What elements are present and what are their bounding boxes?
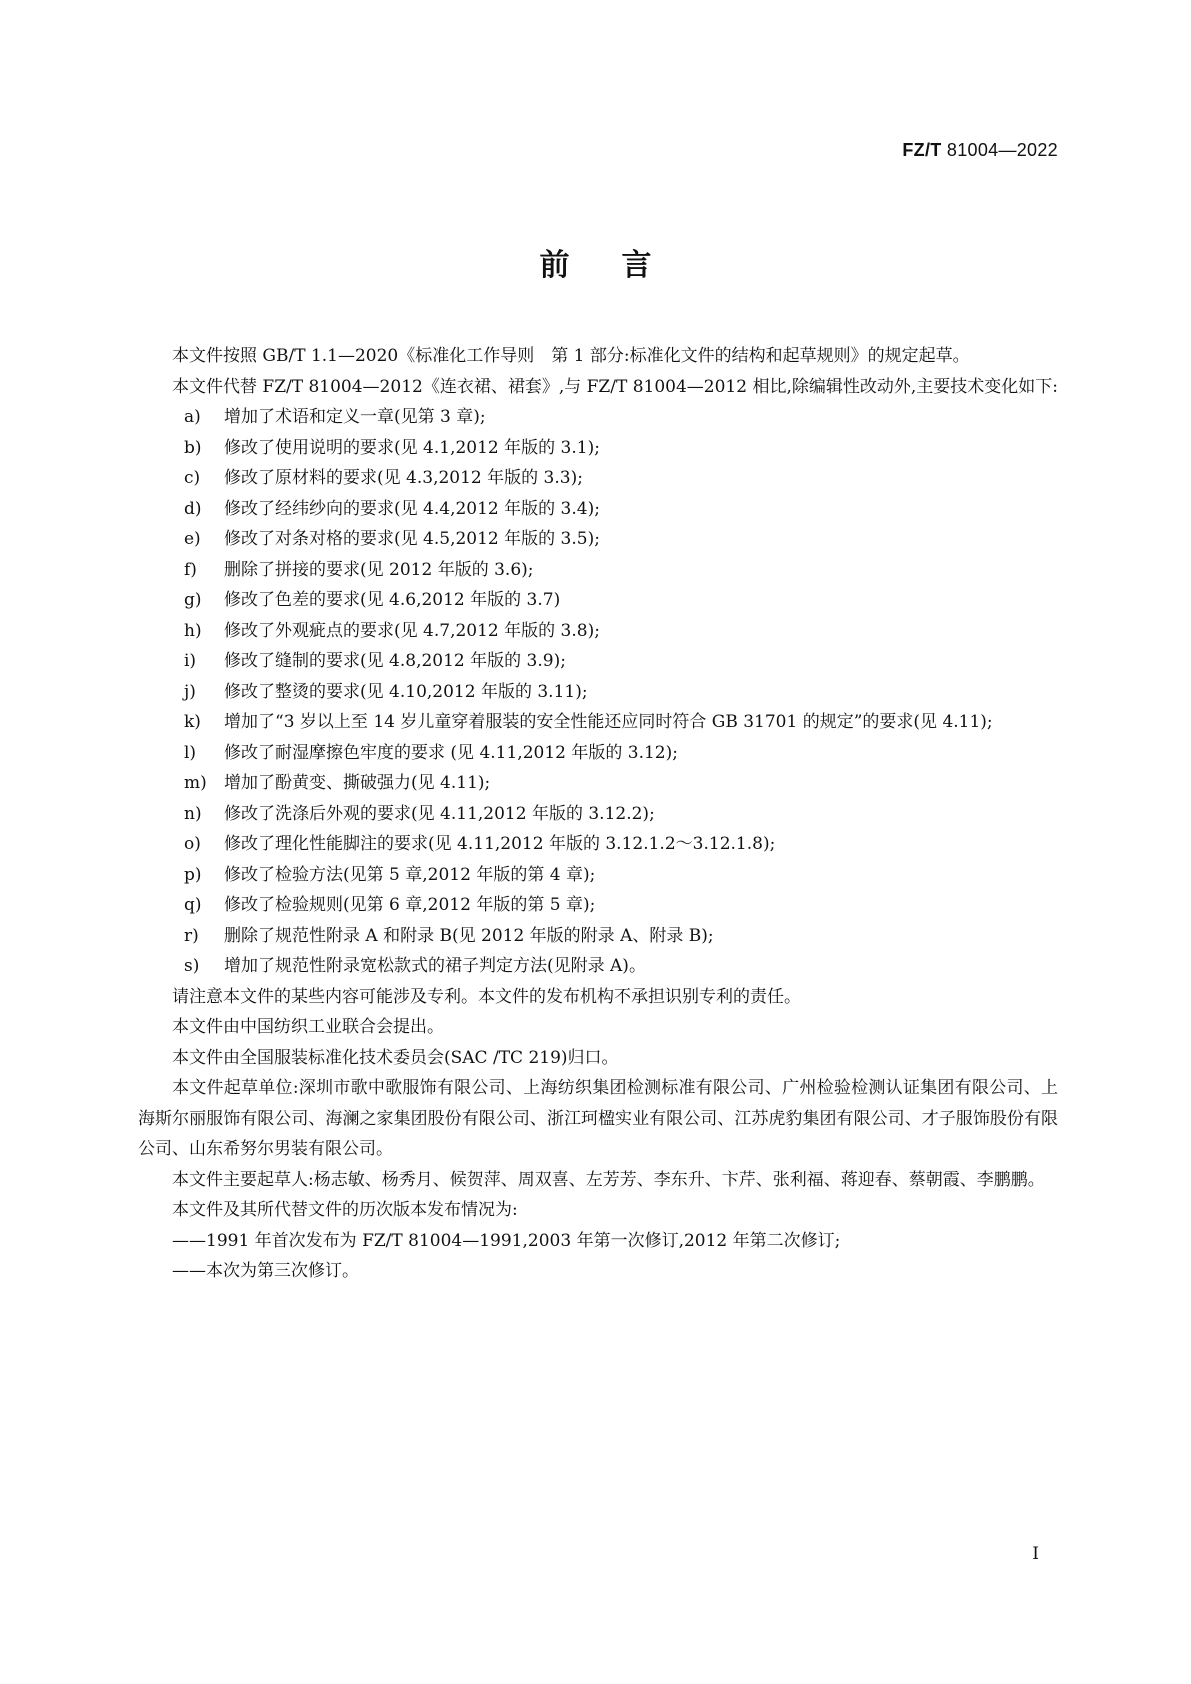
list-marker: g): [184, 590, 202, 610]
list-marker: j): [184, 681, 196, 702]
drafting-units-paragraph: 本文件起草单位:深圳市歌中歌服饰有限公司、上海纺织集团检测标准有限公司、广州检验检测认证集团有限公司、上海斯尔丽服饰有限公司、海澜之家集团股份有限公司、浙江珂楹实业有限公司、江苏虎豹集团有限公司、才子服饰股份有限公司、山东希努尔男装有限公司。: [138, 1078, 1058, 1159]
list-item: [138, 768, 1058, 799]
list-item-text: 修改了理化性能脚注的要求(见 4.11,2012 年版的 3.12.1.2～3.12.1.8);: [224, 834, 776, 854]
list-marker: p): [184, 864, 202, 885]
list-item: [138, 555, 1058, 586]
list-item-text: 修改了检验规则(见第 6 章,2012 年版的第 5 章);: [224, 895, 596, 915]
list-item: [138, 951, 1058, 982]
list-item-text: 修改了耐湿摩擦色牢度的要求 (见 4.11,2012 年版的 3.12);: [224, 742, 678, 763]
list-item-text: 删除了规范性附录 A 和附录 B(见 2012 年版的附录 A、附录 B);: [224, 925, 714, 946]
proposer-paragraph: 本文件由中国纺织工业联合会提出。: [172, 1017, 444, 1037]
intro-paragraph: 本文件代替 FZ/T 81004—2012《连衣裙、裙套》,与 FZ/T 81004—2012 相比,除编辑性改动外,主要技术变化如下:: [172, 376, 1058, 397]
list-item: [138, 585, 1058, 616]
list-item: [138, 677, 1058, 708]
list-item-text: 修改了检验方法(见第 5 章,2012 年版的第 4 章);: [224, 864, 596, 885]
document-code: [902, 140, 1058, 161]
drafters-paragraph: 本文件主要起草人:杨志敏、杨秀月、候贺萍、周双喜、左芳芳、李东升、卞芹、张利福、蒋迎春、蔡朝霞、李鹏鹏。: [172, 1169, 1045, 1190]
document-code-number: 81004—2022: [946, 140, 1058, 160]
list-item: [138, 860, 1058, 891]
list-marker: f): [184, 559, 197, 580]
version-history-heading: 本文件及其所代替文件的历次版本发布情况为:: [172, 1200, 518, 1220]
list-marker: l): [184, 742, 197, 763]
list-marker: e): [184, 529, 201, 549]
list-item: [138, 524, 1058, 555]
list-marker: r): [184, 925, 199, 946]
list-marker: o): [184, 834, 201, 854]
list-item-text: 增加了酚黄变、撕破强力(见 4.11);: [224, 773, 491, 793]
list-item-text: 增加了规范性附录宽松款式的裙子判定方法(见附录 A)。: [224, 956, 646, 976]
list-marker: i): [184, 651, 197, 671]
list-item: [138, 738, 1058, 769]
patent-notice: 请注意本文件的某些内容可能涉及专利。本文件的发布机构不承担识别专利的责任。: [172, 986, 801, 1007]
list-item-text: 删除了拼接的要求(见 2012 年版的 3.6);: [224, 559, 534, 580]
list-item-text: 修改了经纬纱向的要求(见 4.4,2012 年版的 3.4);: [224, 498, 600, 519]
list-item: [138, 921, 1058, 952]
list-marker: b): [184, 437, 202, 458]
intro-paragraph: 本文件按照 GB/T 1.1—2020《标准化工作导则 第 1 部分:标准化文件的结构和起草规则》的规定起草。: [172, 346, 970, 366]
list-item: [138, 463, 1058, 494]
list-item-text: 修改了原材料的要求(见 4.3,2012 年版的 3.3);: [224, 468, 583, 488]
list-marker: h): [184, 620, 202, 641]
list-item: [138, 494, 1058, 525]
list-marker: s): [184, 956, 200, 976]
list-marker: k): [184, 712, 201, 732]
version-history-item: ——1991 年首次发布为 FZ/T 81004—1991,2003 年第一次修订,2012 年第二次修订;: [172, 1230, 841, 1251]
list-item: [138, 402, 1058, 433]
page-number: I: [1032, 1544, 1039, 1564]
list-item-text: 修改了缝制的要求(见 4.8,2012 年版的 3.9);: [224, 651, 566, 671]
list-marker: n): [184, 803, 202, 824]
document-code-prefix: FZ/T: [902, 140, 942, 160]
list-item-text: 增加了术语和定义一章(见第 3 章);: [224, 407, 486, 427]
list-item-text: 修改了对条对格的要求(见 4.5,2012 年版的 3.5);: [224, 529, 600, 549]
list-item: [138, 890, 1058, 921]
list-item-text: 修改了色差的要求(见 4.6,2012 年版的 3.7): [224, 590, 561, 610]
list-marker: d): [184, 498, 202, 519]
list-marker: q): [184, 895, 202, 915]
list-item-text: 修改了外观疵点的要求(见 4.7,2012 年版的 3.8);: [224, 620, 600, 641]
list-item: [138, 707, 1058, 738]
foreword-body: [138, 341, 1058, 1287]
changes-list: [138, 402, 1058, 982]
list-item: [138, 829, 1058, 860]
page-title: 前言: [539, 248, 704, 283]
version-history-item: ——本次为第三次修订。: [172, 1261, 359, 1281]
list-item-text: 修改了使用说明的要求(见 4.1,2012 年版的 3.1);: [224, 437, 600, 458]
list-item: [138, 616, 1058, 647]
list-item-text: 修改了整烫的要求(见 4.10,2012 年版的 3.11);: [224, 681, 588, 702]
list-item: [138, 433, 1058, 464]
centralized-by-paragraph: 本文件由全国服装标准化技术委员会(SAC /TC 219)归口。: [172, 1047, 619, 1068]
list-item-text: 增加了“3 岁以上至 14 岁儿童穿着服装的安全性能还应同时符合 GB 31701 的规定”的要求(见 4.11);: [224, 712, 993, 732]
list-marker: c): [184, 468, 201, 488]
list-marker: a): [184, 407, 201, 427]
list-item-text: 修改了洗涤后外观的要求(见 4.11,2012 年版的 3.12.2);: [224, 803, 655, 824]
list-item: [138, 799, 1058, 830]
list-item: [138, 646, 1058, 677]
list-marker: m): [184, 773, 207, 793]
